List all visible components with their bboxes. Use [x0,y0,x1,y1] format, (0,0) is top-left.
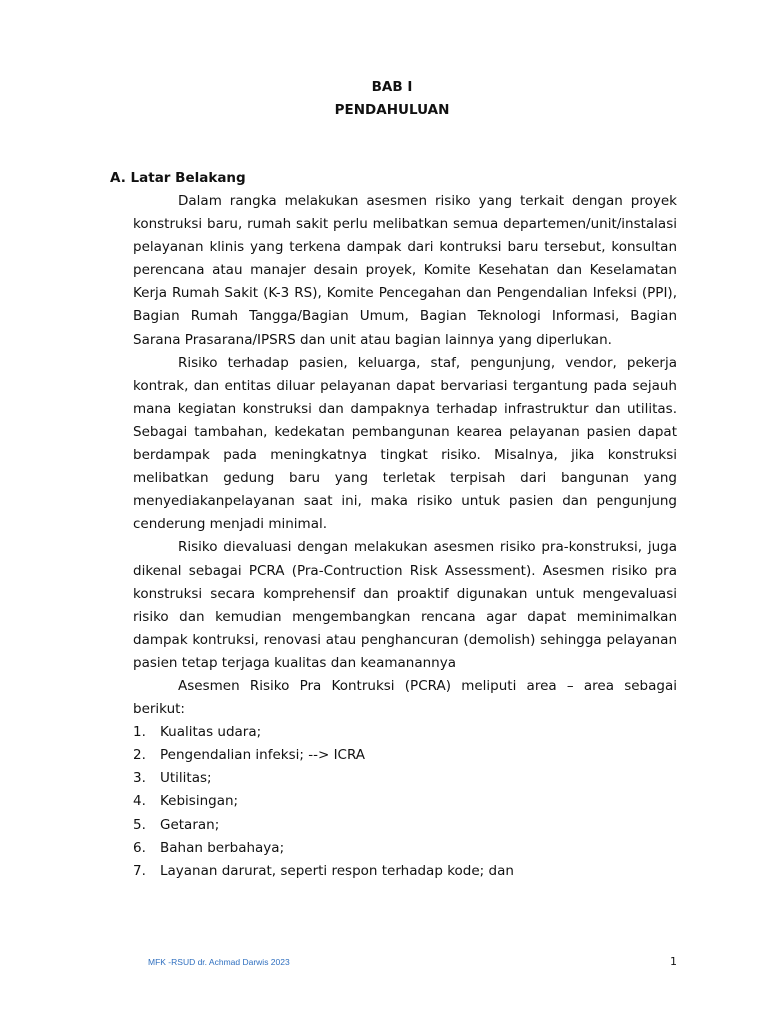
section-body [133,190,677,883]
list-item-number: 4. [133,793,146,810]
list-item-number: 5. [133,816,146,833]
list-item-text: Utilitas; [160,770,212,787]
area-list [133,721,677,883]
list-item-text: Kebisingan; [160,793,239,810]
list-item-text: Bahan berbahaya; [160,839,285,856]
list-item-text: Getaran; [160,816,220,833]
list-item [133,721,677,744]
paragraph: Dalam rangka melakukan asesmen risiko yang terkait dengan proyek konstruksi baru, rumah sakit perlu melibatkan semua departemen/unit/instalasi pelayanan klinis yang terkena dampak dari kontruksi baru tersebut, konsultan perencana atau manajer desain proyek, Komite Kesehatan dan Keselamatan Kerja Rumah Sakit (K-3 RS), Komite Pencegahan dan Pengendalian Infeksi (PPI), Bagian Rumah Tangga/Bagian Umum, Bagian Teknologi Informasi, Bagian Sarana Prasarana/IPSRS dan unit atau bagian lainnya yang diperlukan. [133,193,677,348]
list-item-number: 3. [133,770,146,787]
list-item-text: Kualitas udara; [160,724,262,741]
chapter-number: BAB I [371,79,413,95]
list-item [133,814,677,837]
paragraph: Risiko terhadap pasien, keluarga, staf, pengunjung, vendor, pekerja kontrak, dan entitas diluar pelayanan dapat bervariasi tergantung pada sejauh mana kegiatan konstruksi dan dampaknya terhadap infrastruktur dan utilitas. Sebagai tambahan, kedekatan pembangunan kearea pelayanan pasien dapat berdampak pada meningkatnya tingkat risiko. Misalnya, jika konstruksi melibatkan gedung baru yang terletak terpisah dari bangunan yang menyediakanpelayanan saat ini, maka risiko untuk pasien dan pengunjung cenderung menjadi minimal. [133,354,677,533]
list-item-number: 6. [133,839,146,856]
list-item [133,790,677,813]
footer-text: MFK -RSUD dr. Achmad Darwis 2023 [148,957,290,967]
page-number: 1 [670,955,677,968]
section-heading: A. Latar Belakang [110,170,246,186]
list-item-number: 7. [133,862,146,879]
list-item [133,767,677,790]
list-item [133,837,677,860]
chapter-title: PENDAHULUAN [334,102,450,118]
list-item-text: Pengendalian infeksi; --> ICRA [160,747,366,764]
paragraph: Risiko dievaluasi dengan melakukan asesmen risiko pra-konstruksi, juga dikenal sebagai PCRA (Pra-Contruction Risk Assessment). Asesmen risiko pra konstruksi secara komprehensif dan proaktif digunakan untuk mengevaluasi risiko dan kemudian mengembangkan rencana agar dapat meminimalkan dampak kontruksi, renovasi atau penghancuran (demolish) sehingga pelayanan pasien tetap terjaga kualitas dan keamanannya [133,539,677,671]
list-item [133,860,677,883]
list-item-number: 1. [133,724,146,741]
list-item-text: Layanan darurat, seperti respon terhadap kode; dan [160,862,514,879]
paragraph: Asesmen Risiko Pra Kontruksi (PCRA) meliputi area – area sebagai berikut: [133,677,677,718]
list-item [133,744,677,767]
list-item-number: 2. [133,747,146,764]
